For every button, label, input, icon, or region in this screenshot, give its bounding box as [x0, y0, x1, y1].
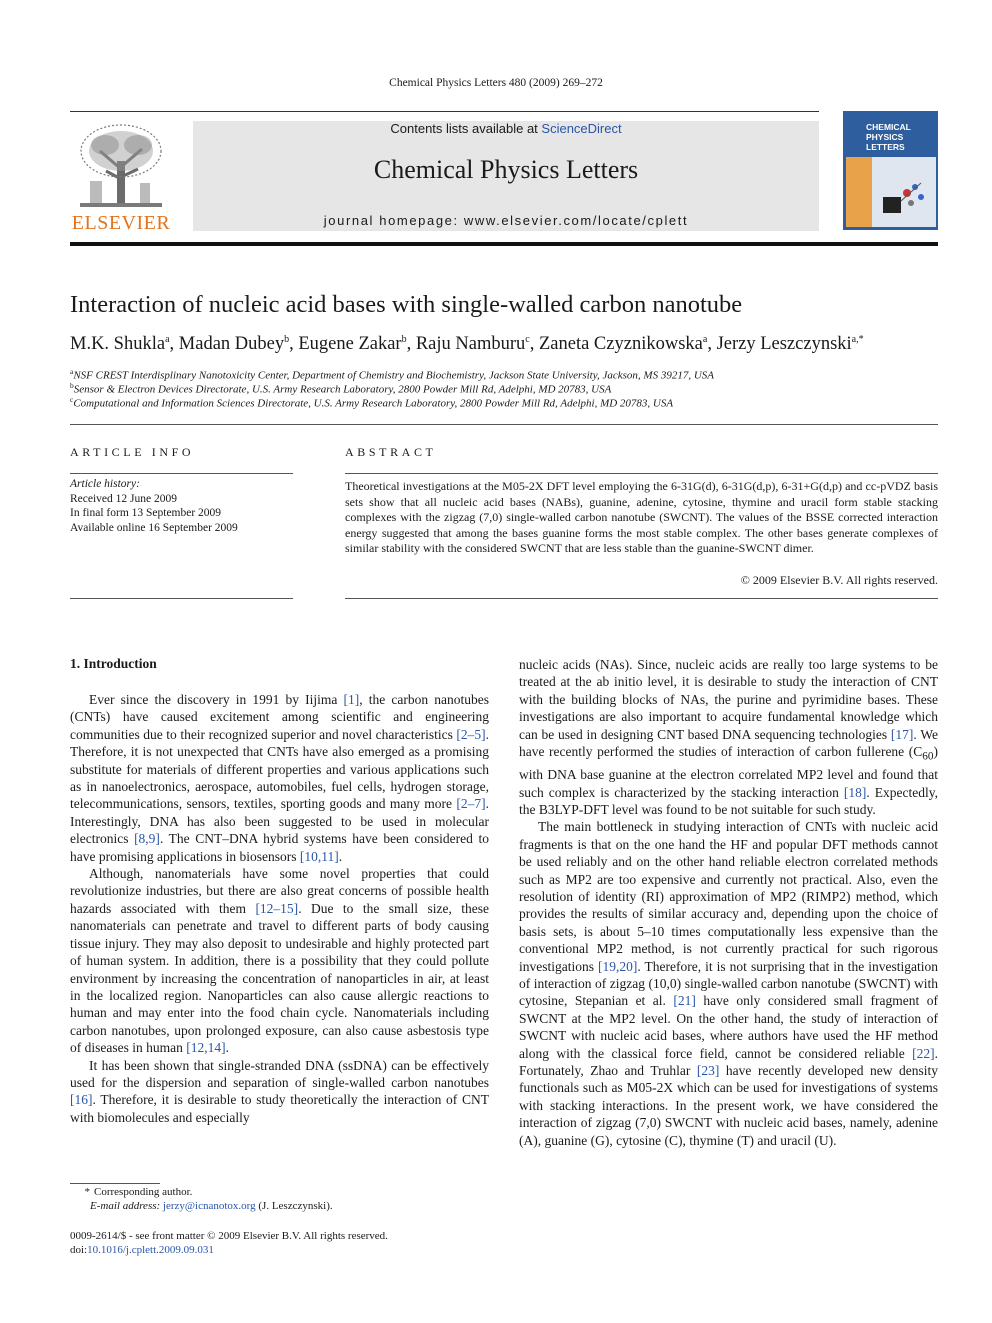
cover-title — [866, 122, 911, 152]
cover-title-line: LETTERS — [866, 142, 905, 152]
cover-molecule-icon — [873, 171, 933, 227]
subscript-text: 60 — [922, 750, 934, 763]
footnote-rule — [70, 1183, 160, 1184]
article-info-rule — [70, 473, 293, 474]
affiliation-rule — [70, 424, 938, 425]
affiliation-mark: b — [70, 381, 74, 390]
history-online: Available online 16 September 2009 — [70, 521, 238, 534]
affiliation-mark: a — [70, 367, 74, 376]
history-received: Received 12 June 2009 — [70, 492, 177, 505]
affiliation-c — [70, 395, 673, 410]
paragraph-text: Although, nanomaterials have some novel properties that could revolutionize industries, but there are also great concerns of possible health hazards associated with them — [70, 866, 489, 916]
tree-icon — [70, 121, 172, 211]
sciencedirect-link[interactable]: ScienceDirect — [541, 121, 622, 136]
contents-line — [193, 121, 819, 136]
citation-link[interactable]: [8,9] — [134, 831, 160, 847]
citation-link[interactable]: [23] — [696, 1063, 720, 1079]
paragraph-text: The main bottleneck in studying interaction of CNTs with nucleic acid fragments is that on the one hand the HF and popular DFT methods cannot be used reliably and on the other hand reliable electron correlated methods such as MP2 are too expensive and currently not practical. Also, even the resolution of identity (RI) approximation of MP2 (RIMP2) method, which provides the results of similar accuracy and, depending upon the choice of basis sets, is about 5–10 times computationally less expensive than the conventional MP2 method, is not currently practical for such rigorous investigations — [519, 819, 938, 974]
doi-label: doi: — [70, 1244, 88, 1256]
affiliation-b — [70, 381, 611, 396]
citation-link[interactable]: [1] — [343, 692, 360, 707]
issn-line: 0009-2614/$ - see front matter © 2009 Elsevier B.V. All rights reserved. — [70, 1230, 388, 1242]
citation-link[interactable]: [21] — [673, 993, 696, 1009]
article-title: Interaction of nucleic acid bases with single-walled carbon nanotube — [70, 291, 743, 318]
corresponding-label: Corresponding author. — [94, 1186, 193, 1198]
paragraph-text: . The CNT–DNA hybrid systems have been considered to have promising applications in biosensors — [70, 831, 489, 864]
author-name[interactable]: M.K. Shukla — [70, 334, 166, 355]
paragraph-text: ) with DNA base guanine at the electron correlated MP2 level and found that such complex is characterized by the stacking interaction — [519, 744, 938, 800]
paragraph-text: , the carbon nanotubes (CNTs) have caused excitement among scientific and engineering communities due to their recognized superior and novel characteristics — [70, 692, 489, 742]
article-history — [70, 477, 293, 535]
abstract-rule — [345, 473, 938, 474]
header-rule — [70, 111, 819, 112]
paragraph-text: . Therefore, it is not unexpected that CNTs have also emerged as a promising substitute for materials of different properties and various applications such as in nanoelectronics, aerospace, automobiles, fuel cells, hydrogen storage, telecommunications, sensors, textiles, sporting goods and many more — [70, 726, 489, 812]
section-heading: 1. Introduction — [70, 656, 157, 671]
cover-title-line: PHYSICS — [866, 132, 904, 142]
paragraph-text: . Therefore, it is not surprising that in the investigation of interaction of zigzag (10,0) single-walled carbon nanotube (SWCNT) with cytosine, Stepanian et al. — [519, 958, 938, 1009]
author-name[interactable]: Eugene Zakar — [298, 334, 402, 355]
paragraph-text: . Fortunately, Zhao and Truhlar — [519, 1045, 938, 1079]
affiliation-a — [70, 367, 714, 382]
email-link[interactable]: jerzy@icnanotox.org — [162, 1200, 256, 1212]
citation-link[interactable]: [17] — [890, 726, 914, 742]
author-affiliation-mark: b — [401, 334, 407, 345]
cover-title-line: CHEMICAL — [866, 122, 911, 132]
email-owner: (J. Leszczynski). — [258, 1200, 333, 1212]
author-affiliation-mark: c — [525, 334, 530, 345]
history-final-form: In final form 13 September 2009 — [70, 507, 222, 520]
author-name[interactable]: Raju Namburu — [415, 334, 526, 355]
body-paragraph — [70, 1057, 489, 1127]
elsevier-wordmark: ELSEVIER — [71, 212, 171, 234]
author-affiliation-mark: a,* — [851, 334, 864, 345]
history-label: Article history: — [70, 478, 140, 490]
body-paragraph — [519, 818, 938, 1149]
author-name[interactable]: Madan Dubey — [178, 334, 285, 355]
body-paragraph — [70, 691, 489, 865]
author-list: M.K. Shukla$^a$, Madan Dubey$^b$, Eugene Zakar$^b$, Raju Namburu$^c$, Zaneta Czyznikowska$^a$, Jerzy Leszczynski$^{a,*}$ — [70, 334, 864, 355]
body-left-column — [70, 691, 489, 1126]
email-note — [90, 1200, 333, 1212]
author-name[interactable]: Jerzy Leszczynski — [716, 334, 852, 355]
journal-homepage[interactable]: journal homepage: www.elsevier.com/locate/cplett — [323, 213, 689, 228]
abstract-bottom-rule — [345, 598, 938, 599]
email-label: E-mail address: — [90, 1200, 161, 1212]
author-affiliation-mark: a — [165, 334, 170, 345]
abstract-heading: ABSTRACT — [345, 445, 437, 459]
paragraph-text: have only considered small fragment of SWCNT at the MP2 level. On the other hand, the study of interaction of SWCNT with nucleic acid bases, where authors have used the HF method along with the classical force field, cannot be considered reliable — [519, 993, 938, 1061]
citation-link[interactable]: [19,20] — [598, 958, 638, 974]
paragraph-text: . — [338, 848, 343, 864]
paragraph-text: . — [225, 1040, 229, 1056]
affiliation-mark: c — [70, 395, 74, 404]
affiliation-text: NSF CREST Interdisplinary Nanotoxicity Center, Department of Chemistry and Biochemistry, Jackson State University, Jackson, MS 39217, USA — [73, 369, 715, 382]
affiliation-text: Sensor & Electron Devices Directorate, U.S. Army Research Laboratory, 2800 Powder Mill Rd, Adelphi, MD 20783, USA — [73, 383, 612, 396]
affiliation-text: Computational and Information Sciences Directorate, U.S. Army Research Laboratory, 2800 Powder Mill Rd, Adelphi, MD 20783, USA — [73, 397, 674, 410]
citation-link[interactable]: [22] — [912, 1045, 935, 1061]
paragraph-text: . Therefore, it is desirable to study theoretically the interaction of CNT with biomolecules and especially — [70, 1092, 489, 1125]
running-head: Chemical Physics Letters 480 (2009) 269–272 — [389, 77, 603, 89]
cover-orange-band — [846, 157, 872, 227]
journal-name: Chemical Physics Letters — [373, 155, 639, 184]
body-paragraph — [70, 865, 489, 1056]
citation-link[interactable]: [18] — [843, 784, 867, 800]
body-right-column — [519, 656, 938, 1149]
paragraph-text: It has been shown that single-stranded DNA (ssDNA) can be effectively used for the dispersion and separation of single-walled carbon nanotubes — [70, 1057, 489, 1090]
contents-prefix: Contents lists available at — [390, 121, 542, 136]
paragraph-text: . We have recently performed the studies of interaction of carbon fullerene (C — [519, 726, 938, 760]
abstract-copyright: © 2009 Elsevier B.V. All rights reserved. — [740, 573, 938, 587]
citation-link[interactable]: [12,14] — [186, 1040, 226, 1056]
masthead-bottom-rule — [70, 242, 938, 246]
citation-link[interactable]: [10,11] — [299, 848, 339, 864]
citation-link[interactable]: [2–7] — [456, 796, 486, 812]
corresponding-author-note — [70, 1186, 192, 1198]
article-info-bottom-rule — [70, 598, 293, 599]
author-affiliation-mark: b — [284, 334, 290, 345]
paragraph-text: Ever since the discovery in 1991 by Iijima — [89, 692, 344, 707]
paragraph-text: . Due to the small size, these nanomaterials can penetrate and travel to different parts of body causing tissue injury. They may also deposit to undesirable and highly protected part of human system. In addition, there is a possibility that they could pollute environment by increasing the concentration of nanoparticles in air, at least in the localized region. Nanoparticles can also cause allergic reactions to human and may enter into the food chain cycle. Nanomaterials including carbon nanotubes, upon prolonged exposure, can also cause asbestosis type of diseases in human — [70, 900, 489, 1056]
article-info-heading: ARTICLE INFO — [70, 445, 195, 459]
footnote-mark: * — [84, 1186, 90, 1198]
doi-link[interactable]: 10.1016/j.cplett.2009.09.031 — [87, 1244, 214, 1256]
paragraph-text: have recently developed new density functionals such as M05-2X which can be used for investigations of systems with stacking interactions. In the present work, we have considered the interaction of zigzag (7,0) SWCNT with nucleic acid bases, namely, adenine (A), guanine (G), cytosine (C), thymine (T) and uracil (U). — [519, 1063, 939, 1148]
paragraph-text: . Expectedly, the B3LYP-DFT level was found to be not suitable for such study. — [519, 784, 938, 817]
abstract-text: Theoretical investigations at the M05-2X DFT level employing the 6-31G(d), 6-31G(d,p), 6-31+G(d,p) and cc-pVDZ basis sets show that all nucleic acid bases (NABs), guanine, adenine, cytosine, thymine and uracil form stable stacking complexes with the zigzag (7,0) single-walled carbon nanotube (SWCNT). The values of the BSSE corrected interaction energy suggested that among the bases guanine forms the most stable complex. The other bases generate complexes of similar stability with the considered SWCNT that are less stable than the guanine-SWCNT dimer. — [345, 479, 938, 556]
citation-link[interactable]: [2–5] — [456, 726, 486, 742]
author-affiliation-mark: a — [702, 334, 708, 345]
author-name[interactable]: Zaneta Czyznikowska — [538, 334, 703, 355]
doi-line — [70, 1244, 214, 1256]
paragraph-text: . Interestingly, DNA has also been suggested to be used in molecular electronics — [70, 796, 489, 847]
citation-link[interactable]: [16] — [70, 1092, 93, 1108]
paragraph-text: nucleic acids (NAs). Since, nucleic acids are really too large systems to be treated at the ab initio level, it is desirable to study the interaction of CNT with the building blocks of NAs, the purine and pyrimidine bases. These investigations are also important to acquire fundamental knowledge which can be used in designing CNT based DNA sequencing technologies — [519, 657, 938, 742]
journal-cover-thumbnail — [843, 111, 938, 230]
citation-link[interactable]: [12–15] — [255, 900, 299, 916]
body-paragraph — [519, 656, 938, 818]
